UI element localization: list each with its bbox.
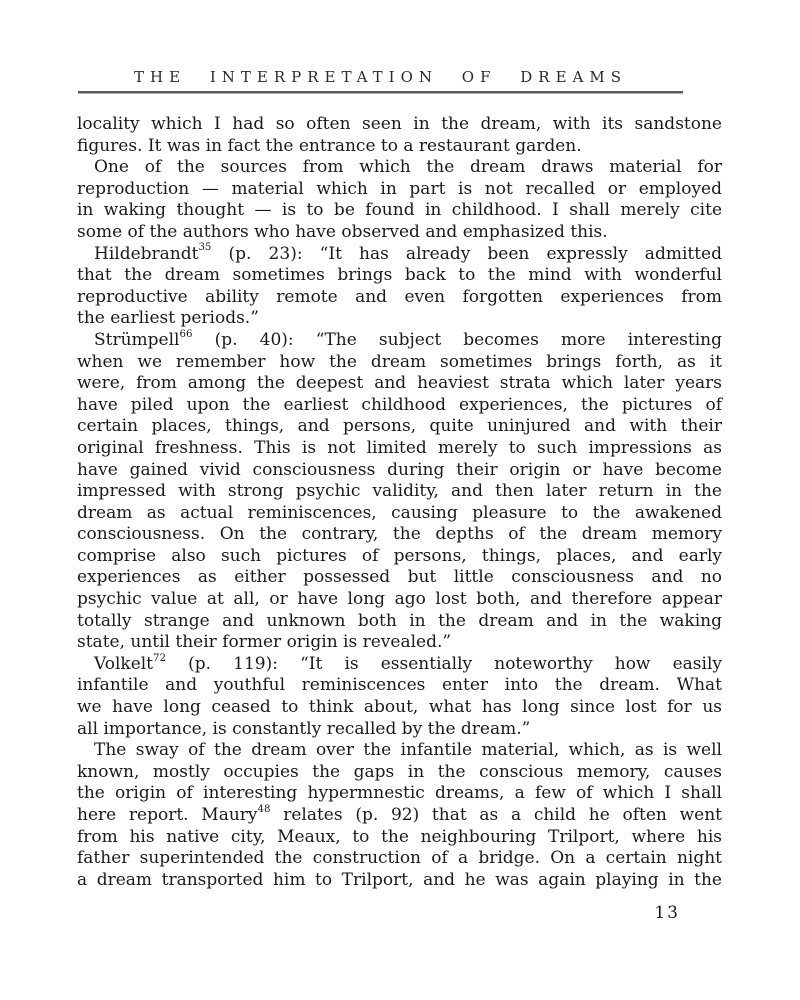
text-line: some of the authors who have observed and emphasized this. [77, 221, 608, 242]
footnote-reference: 48 [257, 803, 271, 815]
text-line: reproduction — material which in part is not recalled or employed [77, 178, 722, 199]
paragraph [77, 330, 722, 654]
text-line: the origin of interesting hypermnestic dreams, a few of which I shall [77, 783, 722, 804]
text-line: The sway of the dream over the infantile material, which, as is well [94, 740, 722, 761]
paragraph [77, 114, 722, 157]
header-rule [78, 91, 683, 94]
paragraph [77, 654, 722, 740]
text-line: original freshness. This is not limited merely to such impressions as [77, 437, 722, 458]
text-line: when we remember how the dream sometimes brings forth, as it [77, 351, 722, 372]
footnote-reference: 35 [198, 242, 212, 254]
paragraph [77, 157, 722, 243]
text-line: psychic value at all, or have long ago lost both, and therefore appear [77, 589, 722, 610]
text-line: have piled upon the earliest childhood experiences, the pictures of [77, 394, 722, 415]
text-line: experiences as either possessed but little consciousness and no [77, 567, 722, 588]
text-block [77, 114, 722, 891]
text-line: comprise also such pictures of persons, things, places, and early [77, 545, 722, 566]
text-line: consciousness. On the contrary, the depths of the dream memory [77, 524, 722, 545]
text-line: Volkelt$^{72}$ (p. 119): “It is essentially noteworthy how easily [94, 652, 722, 674]
text-line: known, mostly occupies the gaps in the conscious memory, causes [77, 761, 722, 782]
text-line: totally strange and unknown both in the dream and in the waking [77, 610, 722, 631]
text-line: from his native city, Meaux, to the neighbouring Trilport, where his [77, 826, 722, 847]
text-line: dream as actual reminiscences, causing pleasure to the awakened [77, 502, 722, 523]
paragraph [77, 244, 722, 330]
text-line: locality which I had so often seen in the dream, with its sandstone [77, 114, 722, 134]
text-line: here report. Maury$^{48}$ relates (p. 92) that as a child he often went [77, 803, 722, 825]
text-line: father superintended the construction of a bridge. On a certain night [77, 848, 722, 869]
text-line: reproductive ability remote and even forgotten experiences from [77, 286, 722, 307]
text-line: we have long ceased to think about, what has long since lost for us [77, 697, 722, 718]
text-line: state, until their former origin is revealed.” [77, 632, 452, 653]
page-number: 13 [654, 903, 680, 923]
text-line: infantile and youthful reminiscences enter into the dream. What [77, 675, 722, 696]
text-line: a dream transported him to Trilport, and he was again playing in the [77, 869, 722, 890]
footnote-reference: 66 [179, 328, 193, 340]
running-header [78, 68, 683, 94]
text-line: the earliest periods.” [77, 308, 259, 329]
text-line: impressed with strong psychic validity, and then later return in the [77, 481, 722, 502]
text-line: One of the sources from which the dream draws material for [94, 157, 722, 178]
footnote-reference: 72 [153, 652, 166, 664]
text-line: figures. It was in fact the entrance to a restaurant garden. [77, 135, 582, 156]
text-line: were, from among the deepest and heaviest strata which later years [77, 373, 722, 394]
running-header-title: THE INTERPRETATION OF DREAMS [134, 68, 627, 86]
text-line: have gained vivid consciousness during their origin or have become [77, 459, 722, 480]
text-line: all importance, is constantly recalled by the dream.” [77, 718, 531, 739]
text-line: in waking thought — is to be found in childhood. I shall merely cite [77, 200, 722, 221]
text-line: Strümpell$^{66}$ (p. 40): “The subject becomes more interesting [94, 328, 722, 350]
text-line: Hildebrandt$^{35}$ (p. 23): “It has already been expressly admitted [94, 242, 722, 264]
paragraph [77, 740, 722, 891]
text-line: certain places, things, and persons, quite uninjured and with their [77, 416, 722, 437]
text-line: that the dream sometimes brings back to the mind with wonderful [77, 265, 722, 286]
